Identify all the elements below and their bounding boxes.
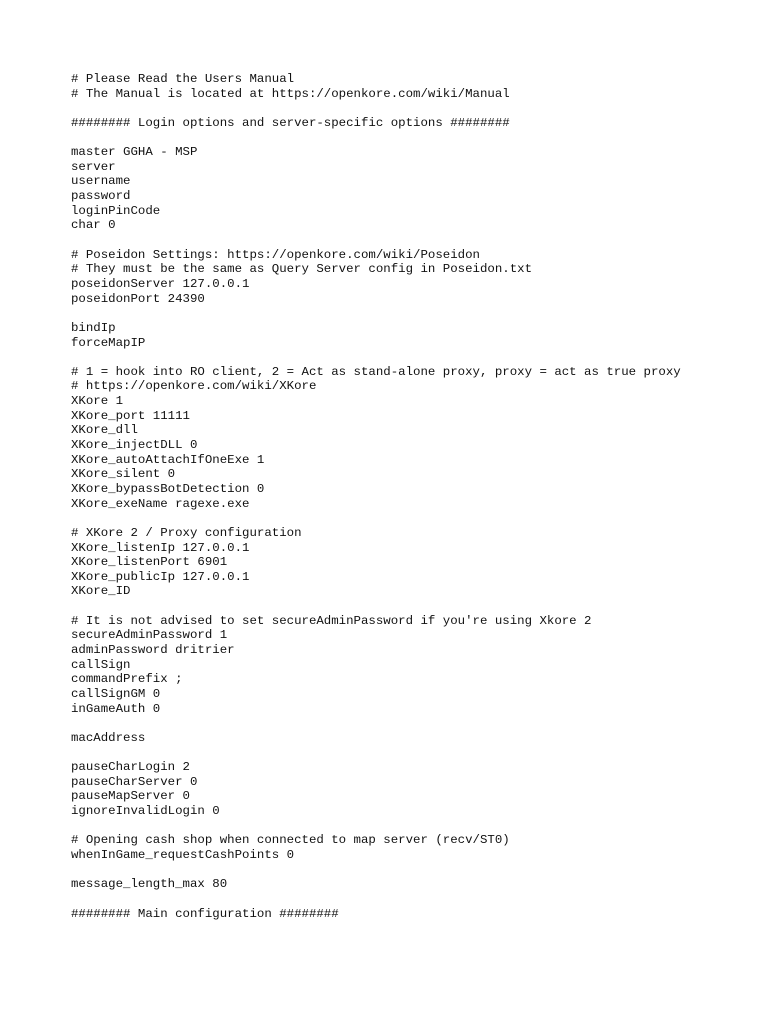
config-line: XKore_publicIp 127.0.0.1 [71,569,250,584]
config-line: commandPrefix ; [71,672,183,687]
config-line: username [71,174,131,189]
blank-line [71,233,751,248]
comment-line: # https://openkore.com/wiki/XKore [71,379,317,394]
config-line: forceMapIP [71,335,146,350]
config-line: XKore_silent 0 [71,467,176,482]
comment-line: # Please Read the Users Manual [71,72,295,86]
blank-line [71,131,751,146]
blank-line [71,599,751,614]
section-header: ######## Login options and server-specific options ######## [71,115,510,130]
config-line: adminPassword dritrier [71,642,235,657]
config-line: XKore_listenPort 6901 [71,555,228,570]
config-line: char 0 [71,218,116,233]
config-line: master GGHA - MSP [71,145,198,160]
config-line: XKore_exeName ragexe.exe [71,496,250,511]
blank-line [71,892,751,907]
config-line: XKore_ID [71,584,131,599]
comment-line: # Poseidon Settings: https://openkore.com/wiki/Poseidon [71,247,480,262]
config-line: bindIp [71,320,116,335]
comment-line: # It is not advised to set secureAdminPassword if you're using Xkore 2 [71,613,592,628]
blank-line [71,745,751,760]
config-line: XKore_listenIp 127.0.0.1 [71,540,250,555]
config-line: whenInGame_requestCashPoints 0 [71,847,295,862]
config-document [71,72,751,921]
blank-line [71,819,751,834]
config-line: macAddress [71,730,146,745]
blank-line [71,306,751,321]
config-line: pauseCharLogin 2 [71,760,190,775]
config-line: poseidonPort 24390 [71,291,205,306]
config-line: inGameAuth 0 [71,701,161,716]
config-line: XKore_autoAttachIfOneExe 1 [71,452,265,467]
comment-line: # 1 = hook into RO client, 2 = Act as stand-alone proxy, proxy = act as true proxy [71,364,681,379]
comment-line: # The Manual is located at https://openkore.com/wiki/Manual [71,86,510,101]
comment-line: # They must be the same as Query Server config in Poseidon.txt [71,262,533,277]
blank-line [71,511,751,526]
comment-line: # XKore 2 / Proxy configuration [71,525,302,540]
blank-line [71,350,751,365]
config-line: message_length_max 80 [71,877,228,892]
config-line: ignoreInvalidLogin 0 [71,804,220,819]
config-line: XKore_dll [71,423,138,438]
config-line: XKore 1 [71,394,124,409]
section-header: ######## Main configuration ######## [71,906,339,921]
config-line: server [71,159,116,174]
config-line: callSign [71,657,131,672]
blank-line [71,863,751,878]
config-line: XKore_bypassBotDetection 0 [71,481,265,496]
config-line: pauseMapServer 0 [71,789,190,804]
config-line: secureAdminPassword 1 [71,628,228,643]
blank-line [71,101,751,116]
config-line: password [71,189,131,204]
config-line: pauseCharServer 0 [71,774,198,789]
config-line: loginPinCode [71,203,161,218]
config-line: XKore_injectDLL 0 [71,438,198,453]
comment-line: # Opening cash shop when connected to map server (recv/ST0) [71,833,510,848]
config-line: poseidonServer 127.0.0.1 [71,276,250,291]
config-line: XKore_port 11111 [71,408,190,423]
config-line: callSignGM 0 [71,686,161,701]
blank-line [71,716,751,731]
